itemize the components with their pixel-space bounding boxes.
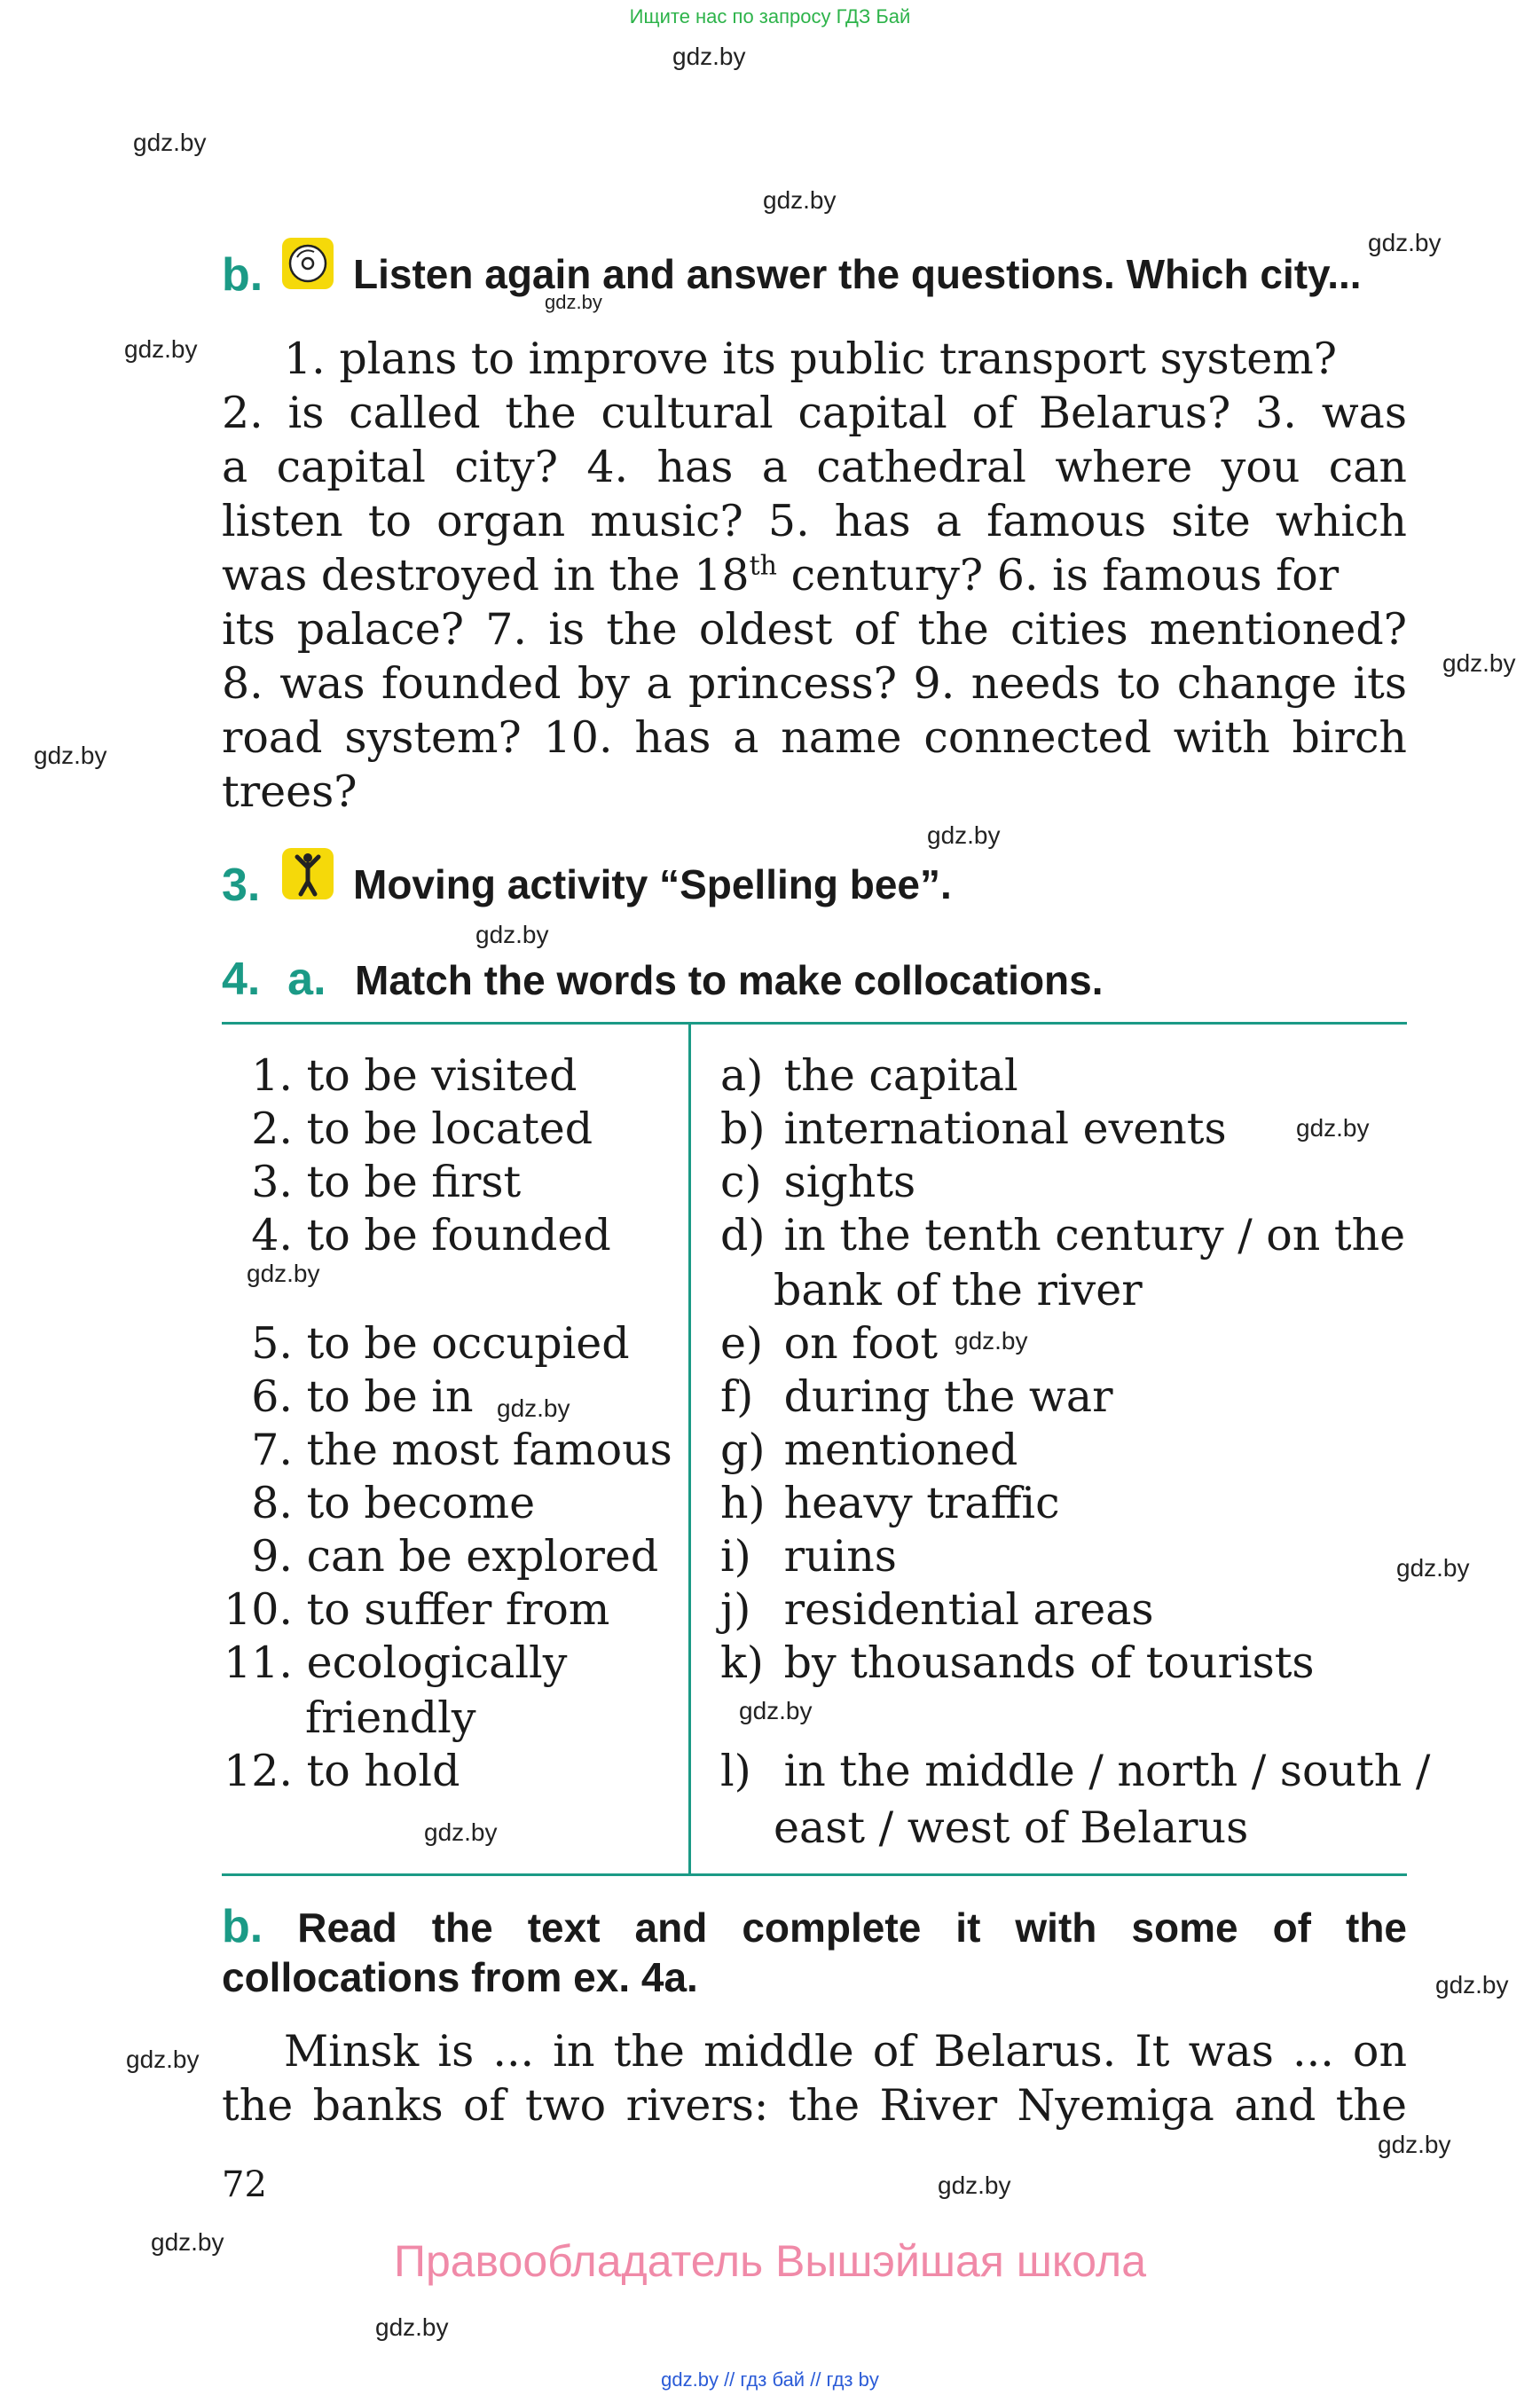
item-text: in the tenth century / on the (783, 1210, 1406, 1260)
table-column-divider (688, 1024, 691, 1875)
right-item (720, 1584, 1154, 1635)
item-text: by thousands of tourists (783, 1637, 1315, 1688)
section-b-marker: b. (222, 249, 263, 301)
text-fragment: century? 6. is famous for (777, 550, 1340, 601)
watermark: gdz.by (1296, 1114, 1370, 1142)
left-item (222, 1746, 460, 1796)
item-text: to become (306, 1478, 536, 1528)
section-4b-marker: b. (222, 1901, 263, 1952)
watermark: gdz.by (34, 742, 107, 769)
item-text: on foot (783, 1318, 939, 1369)
watermark: gdz.by (124, 335, 198, 363)
section-3-title: Moving activity “Spelling bee”. (353, 861, 952, 907)
text-line: 8. was founded by a princess? 9. needs to change its (222, 658, 1407, 709)
item-text: to suffer from (306, 1584, 610, 1635)
section-b-heading (222, 248, 263, 302)
item-number: 7. (251, 1425, 293, 1475)
watermark: gdz.by (545, 291, 602, 313)
item-text: to be visited (306, 1050, 578, 1101)
item-letter: a) (720, 1050, 764, 1101)
item-number: 1. (251, 1050, 293, 1101)
section-4b-title-line1: Read the text and complete it with some of the (297, 1904, 1407, 1951)
left-item-continuation: friendly (305, 1692, 476, 1743)
text-line: road system? 10. has a name connected with birch (222, 712, 1407, 763)
section-4a-title: Match the words to make collocations. (355, 957, 1104, 1003)
item-letter: l) (720, 1746, 751, 1796)
left-item (222, 1478, 535, 1528)
watermark: gdz.by (927, 821, 1001, 849)
section-4b-heading (222, 1902, 1407, 2002)
text-line: a capital city? 4. has a cathedral where you can (222, 442, 1407, 492)
item-letter: j) (720, 1584, 751, 1635)
watermark: gdz.by (424, 1818, 498, 1846)
right-item (720, 1478, 1060, 1528)
item-number: 5. (251, 1318, 293, 1369)
item-number: 8. (251, 1478, 293, 1528)
item-text: mentioned (783, 1425, 1018, 1475)
item-text: can be explored (306, 1531, 659, 1582)
right-item (720, 1637, 1315, 1688)
item-letter: b) (720, 1103, 766, 1154)
item-text: residential areas (783, 1584, 1154, 1635)
text-line: the banks of two rivers: the River Nyemiga and the (222, 2080, 1407, 2131)
right-item-continuation: east / west of Belarus (774, 1802, 1249, 1853)
table-top-rule (222, 1022, 1407, 1025)
text-fragment: was destroyed in the 18 (222, 550, 750, 601)
item-text: to be founded (306, 1210, 611, 1260)
section-4b-title-line2: collocations from ex. 4a. (222, 1954, 698, 2000)
text-line: its palace? 7. is the oldest of the cities mentioned? (222, 604, 1407, 655)
item-text: to be occupied (306, 1318, 630, 1369)
item-number: 3. (251, 1157, 293, 1207)
watermark: gdz.by (1442, 649, 1516, 677)
watermark: gdz.by (739, 1697, 813, 1724)
left-item (222, 1637, 567, 1688)
watermark: gdz.by (497, 1394, 570, 1422)
watermark: gdz.by (247, 1260, 320, 1287)
watermark: gdz.by (1368, 229, 1442, 256)
left-item (222, 1425, 672, 1475)
item-text: during the war (783, 1371, 1113, 1422)
right-item (720, 1746, 1430, 1796)
text-line: Minsk is ... in the middle of Belarus. It was ... on (284, 2026, 1407, 2077)
item-letter: i) (720, 1531, 751, 1582)
right-item (720, 1318, 938, 1369)
right-item (720, 1425, 1018, 1475)
person-moving-icon (282, 848, 334, 899)
left-item (222, 1318, 630, 1369)
item-letter: e) (720, 1318, 764, 1369)
watermark: gdz.by (763, 186, 837, 214)
table-bottom-rule (222, 1873, 1407, 1876)
copyright-notice: Правообладатель Вышэйшая школа (394, 2236, 1146, 2286)
text-line: 2. is called the cultural capital of Belarus? 3. was (222, 388, 1407, 438)
right-item (720, 1050, 1018, 1101)
left-item (222, 1371, 474, 1422)
item-text: the capital (783, 1050, 1018, 1101)
top-search-banner: Ищите нас по запросу ГДЗ Бай (629, 5, 911, 27)
item-number: 12. (224, 1746, 293, 1796)
left-item (222, 1103, 593, 1154)
text-line: 1. plans to improve its public transport system? (284, 334, 1338, 384)
left-item (222, 1157, 521, 1207)
watermark: gdz.by (938, 2171, 1011, 2199)
item-text: in the middle / north / south / (783, 1746, 1431, 1796)
watermark: gdz.by (151, 2228, 224, 2256)
watermark: gdz.by (1435, 1971, 1509, 1999)
item-text: sights (783, 1157, 916, 1207)
item-number: 11. (224, 1637, 293, 1688)
text-line: trees? (222, 766, 358, 817)
item-text: to be located (306, 1103, 593, 1154)
item-text: the most famous (306, 1425, 672, 1475)
right-item (720, 1210, 1405, 1260)
section-3-heading (222, 859, 260, 912)
item-letter: k) (720, 1637, 764, 1688)
item-number: 9. (251, 1531, 293, 1582)
item-number: 6. (251, 1371, 293, 1422)
right-item (720, 1371, 1113, 1422)
item-text: to hold (306, 1746, 460, 1796)
watermark: gdz.by (475, 921, 549, 948)
item-letter: f) (720, 1371, 754, 1422)
superscript: th (749, 550, 777, 582)
right-item-continuation: bank of the river (774, 1265, 1143, 1315)
left-item (222, 1584, 609, 1635)
watermark: gdz.by (375, 2313, 449, 2341)
item-number: 2. (251, 1103, 293, 1154)
text-line: listen to organ music? 5. has a famous site which (222, 496, 1407, 546)
section-b-title: Listen again and answer the questions. Which city... (353, 251, 1362, 297)
right-item (720, 1157, 915, 1207)
item-number: 10. (224, 1584, 293, 1635)
cd-audio-icon (282, 238, 334, 289)
item-text: to be first (306, 1157, 522, 1207)
item-text: ruins (783, 1531, 897, 1582)
right-item (720, 1103, 1227, 1154)
bottom-links[interactable]: gdz.by // гдз бай // гдз by (661, 2368, 879, 2391)
page-number: 72 (222, 2164, 267, 2205)
left-item (222, 1050, 578, 1101)
item-text: heavy traffic (783, 1478, 1060, 1528)
section-3-marker: 3. (222, 860, 261, 911)
watermark: gdz.by (1396, 1554, 1470, 1582)
minsk-paragraph (222, 2024, 1407, 2132)
item-text: to be in (306, 1371, 474, 1422)
left-item (222, 1210, 611, 1260)
left-item (222, 1531, 658, 1582)
right-item (720, 1531, 897, 1582)
watermark: gdz.by (672, 43, 746, 70)
item-letter: c) (720, 1157, 762, 1207)
item-letter: g) (720, 1425, 766, 1475)
text-line (222, 548, 1407, 602)
item-letter: d) (720, 1210, 766, 1260)
item-text: ecologically (306, 1637, 568, 1688)
item-text: international events (783, 1103, 1227, 1154)
watermark: gdz.by (955, 1327, 1028, 1355)
watermark: gdz.by (133, 129, 207, 156)
section-4a-heading (222, 953, 326, 1006)
questions-paragraph (222, 332, 1407, 819)
item-letter: h) (720, 1478, 766, 1528)
section-4a-marker: a. (287, 954, 326, 1005)
item-number: 4. (251, 1210, 293, 1260)
watermark: gdz.by (126, 2046, 200, 2073)
watermark: gdz.by (1378, 2131, 1451, 2158)
section-4-marker: 4. (222, 954, 261, 1005)
